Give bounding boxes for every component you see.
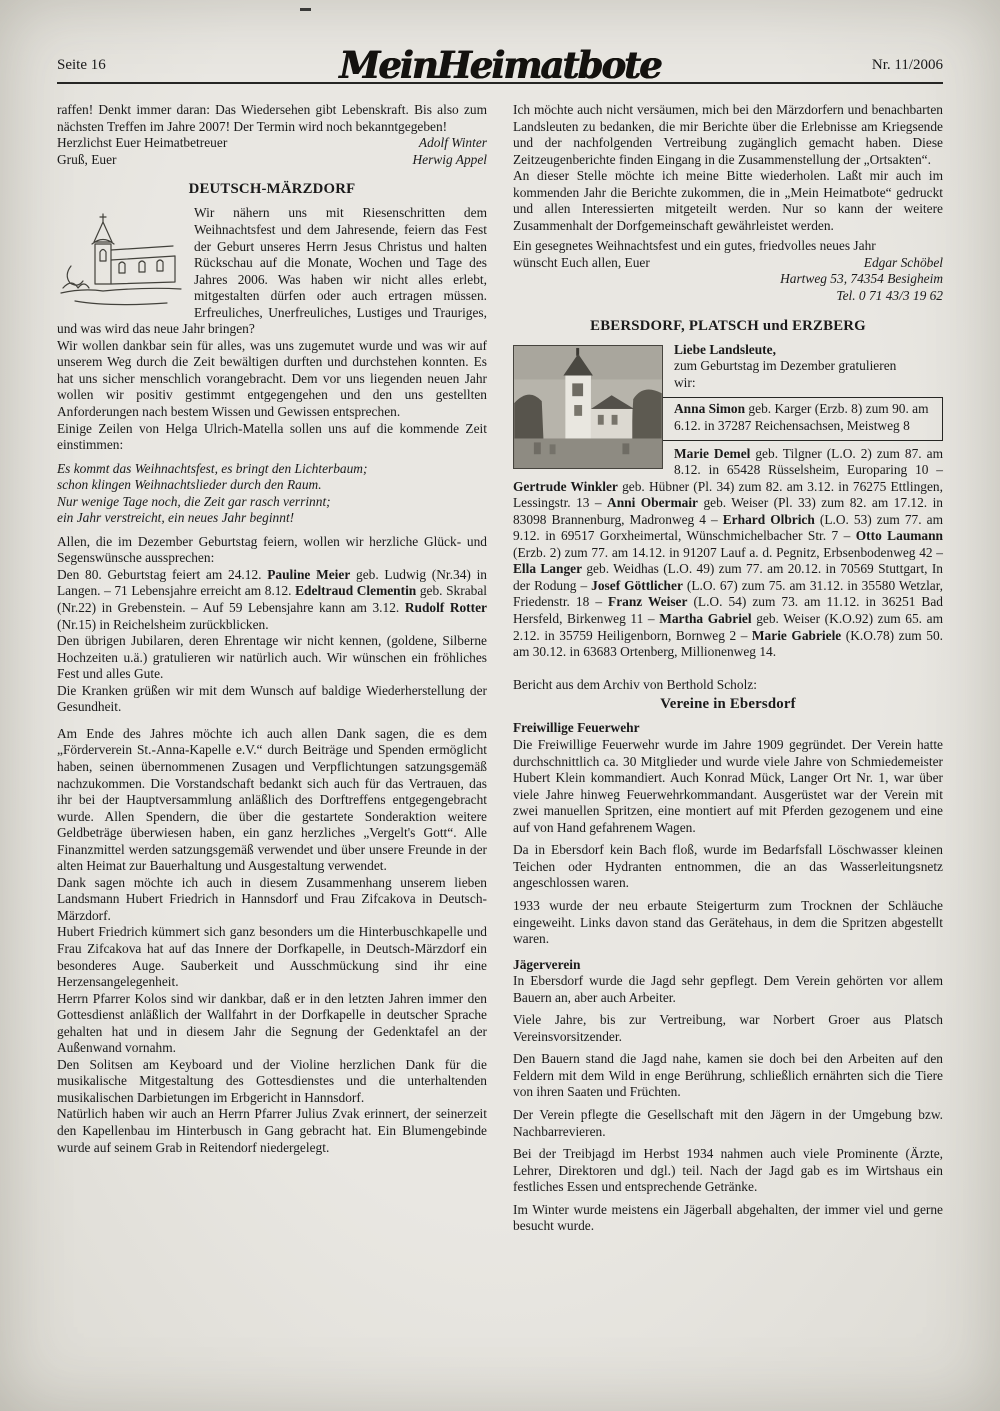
page-number: Seite 16 [57, 57, 106, 74]
paragraph: Den Solitsen am Keyboard und der Violine herzlichen Dank für die musikalische Mitgestaltung des Gottesdienstes und die unterhaltenden musikalischen Darbietungen im Erbgericht in Hannsdorf. [57, 1056, 487, 1105]
paragraph: Viele Jahre, bis zur Vertreibung, war Norbert Groer aus Platsch Vereinsvorsitzender. [513, 1012, 943, 1044]
signature-row [57, 135, 487, 152]
signature-name: Adolf Winter [418, 135, 487, 151]
paragraph: Die Kranken grüßen wir mit dem Wunsch auf baldige Wiederherstellung der Gesundheit. [57, 682, 487, 715]
paragraph: Am Ende des Jahres möchte ich auch allen Dank sagen, die es dem „Förderverein St.-Anna-Kapelle e.V.“ durch Beiträge und Spenden ermöglicht haben, seinen übernommenen Zusagen und Verpflichtungen satzungsgemäß nachzukommen. Die Vorstandschaft bedankt sich auch für das Vertrauen, das ihr bei der Hauptversammlung anläßlich des Dorftreffens entgegengebracht wurde. Allen Spendern, die über die gestartete Sonderaktion weitere Geldbeträge überwiesen haben, ein ganz herzliches „Vergelt's Gott“. Alle Finanzmittel werden satzungsgemäß verwendet und über unsere Freunde in der alten Heimat zur Bauerhaltung und Ausgestaltung verwendet. [57, 725, 487, 874]
paragraph: Herrn Pfarrer Kolos sind wir dankbar, daß er in den letzten Jahren immer den Gottesdienst anläßlich der Wallfahrt in der Dorfkapelle in deutscher Sprache gehalten hat und in diesem Jahr die Segnung der Gedenktafel an der Außenwand vornahm. [57, 990, 487, 1056]
archive-source-line: Bericht aus dem Archiv von Berthold Scholz: [513, 676, 757, 692]
paragraph: Den übrigen Jubilaren, deren Ehrentage wir nicht kennen, (goldene, Silberne Hochzeiten u.ä.) gratulieren wir natürlich auch. Wir wünschen ein fröhliches Fest und alles Gute. [57, 633, 487, 682]
poem-line: schon klingen Weihnachtslieder durch den Raum. [57, 477, 322, 493]
signature-salutation: wünscht Euch allen, Euer [513, 254, 650, 270]
paragraph: Wir nähern uns mit Riesenschritten dem Weihnachtsfest und dem Jahresende, feiern das Fest der Geburt unseres Herrn Jesus Christus und halten Rückschau auf die Monate, Wochen und Tage des Jahres 2006. Was haben wir nicht alles erlebt, mitgestalten dürfen oder auch ertragen müssen. Erfreuliches, Unerfreuliches, Lustiges und Trauriges, und was wird das neue Jahr bringen? [57, 205, 487, 337]
signature-name: Herwig Appel [412, 151, 487, 167]
signature-salutation: Gruß, Euer [57, 151, 117, 167]
subsection-heading-feuerwehr: Freiwillige Feuerwehr [513, 720, 640, 736]
signature-address: Hartweg 53, 74354 Besigheim [780, 271, 943, 287]
birthday-highlight-box: Anna Simon geb. Karger (Erzb. 8) zum 90. am 6.12. in 37287 Reichensachsen, Meistweg 8 [513, 397, 943, 440]
church-photo-image [513, 345, 663, 469]
section-heading-deutsch-maerzdorf: DEUTSCH-MÄRZDORF [188, 181, 356, 198]
right-column [513, 102, 943, 1235]
greeting-line: wir: [674, 374, 696, 390]
paragraph: Die Freiwillige Feuerwehr wurde im Jahre 1909 gegründet. Der Verein hatte durchschnittlich ca. 30 Mitglieder und wurde viele Jahre von Schmiedemeister Hubert Klein kommandiert. Auch Konrad Mück, Langer Ort Nr. 1, war über viele Jahre hinweg Feuerwehrkommandant. Ausgerüstet war der Verein mit zwei manuellen Spritzen, eine montiert auf mit Pferden gezogenem und eine auf von Hand gefahrenem Wagen. [513, 737, 943, 835]
paragraph: Wir wollen dankbar sein für alles, was uns zugemutet wurde und was wir auf unserem Weg durch die Zeit bewältigen durften und durchstehen konnten. Es hat uns sicher menschlich vorangebracht. Dem vor uns liegenden neuen Jahr wollen wir positiv gestimmt entgegengehen und den uns gestellten Anforderungen nach bestem Wissen und Gewissen entsprechen. [57, 337, 487, 420]
page-header [57, 34, 943, 88]
poem-line: ein Jahr verstreicht, ein neues Jahr beginnt! [57, 510, 295, 526]
paragraph: Dank sagen möchte ich auch in diesem Zusammenhang unserem lieben Landsmann Hubert Friedrich in Hannsdorf und Frau Zifcakova in Deutsch-Märzdorf. [57, 874, 487, 923]
paragraph: Hubert Friedrich kümmert sich ganz besonders um die Hinterbuschkapelle und Frau Zifcakova hat auf das Innere der Dorfkapelle, in Deutsch-Märzdorf ein besonderes Auge. Sauberkeit und Ausschmückung sind ihr eine Herzensangelegenheit. [57, 924, 487, 990]
poem-line: Es kommt das Weihnachtsfest, es bringt den Lichterbaum; [57, 460, 368, 476]
signature-phone: Tel. 0 71 43/3 19 62 [836, 288, 943, 304]
paragraph: Im Winter wurde meistens ein Jägerball abgehalten, der immer viel und gerne besucht wurde. [513, 1201, 943, 1234]
paragraph: Ein gesegnetes Weihnachtsfest und ein gutes, friedvolles neues Jahr [513, 238, 876, 254]
masthead-logo: MeinHeimatbote [339, 43, 661, 88]
greeting-line: Liebe Landsleute, [674, 341, 776, 357]
paragraph: Einige Zeilen von Helga Ulrich-Matella sollen uns auf die kommende Zeit einstimmen: [57, 420, 487, 453]
issue-number: Nr. 11/2006 [871, 57, 943, 74]
paragraph: Allen, die im Dezember Geburtstag feiern, wollen wir herzliche Glück- und Segenswünsche aussprechen: [57, 533, 487, 566]
church-sketch-image [57, 208, 185, 310]
left-column [57, 102, 487, 1235]
paragraph-continuation: raffen! Denkt immer daran: Das Wiedersehen gibt Lebenskraft. Bis also zum nächsten Treffen im Jahre 2007! Der Termin wird noch bekanntgegeben! [57, 102, 487, 134]
scan-fold-mark [300, 8, 311, 11]
signature-row [513, 255, 943, 272]
section-heading-ebersdorf: EBERSDORF, PLATSCH und ERZBERG [590, 317, 866, 334]
paragraph: Den Bauern stand die Jagd nahe, kamen sie doch bei den Arbeiten auf den Feldern mit dem Wild in enge Berührung, schließlich ernährten sich die Tiere von ihren Saaten und Früchten. [513, 1051, 943, 1100]
poem-line: Nur wenige Tage noch, die Zeit gar rasch verrinnt; [57, 493, 331, 509]
subsection-heading-jaegerverein: Jägerverein [513, 956, 581, 972]
paragraph: 1933 wurde der neu erbaute Steigerturm zum Trocknen der Schläuche eingeweiht. Links davon stand das Gerätehaus, in dem die Spritzen abgestellt waren. [513, 897, 943, 947]
paragraph: Ich möchte auch nicht versäumen, mich bei den Märzdorfern und benachbarten Landsleuten zu bedanken, die mir Berichte über die Erlebnisse am Kriegsende und der nachfolgenden Vertreibung zugänglich gemacht haben. Diese Zeitzeugenberichte finden Eingang in die Zusammenstellung der „Ortsakten“. [513, 102, 943, 167]
paragraph: Bei der Treibjagd im Herbst 1934 nahmen auch viele Prominente (Ärzte, Lehrer, Direktoren und dgl.) teil. Nach der Jagd gab es im Wirtshaus ein festliches Essen und entsprechende Getränke. [513, 1146, 943, 1195]
birthday-list-paragraph: Den 80. Geburtstag feiert am 24.12. Pauline Meier geb. Ludwig (Nr.34) in Langen. – 71 Lebensjahre erreicht am 8.12. Edeltraud Clementin geb. Skrabal (Nr.22) in Grebenstein. – Auf 59 Lebensjahre kann am 3.12. Rudolf Rotter (Nr.15) in Reichelsheim zurückblicken. [57, 566, 487, 632]
signature-row [57, 152, 487, 169]
section-heading-vereine: Vereine in Ebersdorf [660, 696, 796, 713]
birthday-list-paragraph: Marie Demel geb. Tilgner (L.O. 2) zum 87. am 8.12. in 65428 Rüsselsheim, Europaring 10 – Gertrude Winkler geb. Hübner (Pl. 34) zum 82. am 3.12. in 76275 Ettlingen, Lessingstr. 13 – Anni Obermair geb. Weiser (Pl. 33) zum 82. am 17.12. in 83098 Brannenburg, Madronweg 4 – Erhard Olbrich (L.O. 53) zum 77. am 9.12. in 69517 Gorxheimertal, Wünschmichelbacher Str. 7 – Otto Laumann (Erzb. 2) zum 77. am 14.12. in 91207 Lauf a. d. Pegnitz, Erbsenbodenweg 42 – Ella Langer geb. Weidhas (L.O. 49) zum 77. am 20.12. in 70569 Stuttgart, In der Rodung – Josef Göttlicher (L.O. 67) zum 75. am 31.12. in 35580 Wetzlar, Friedenstr. 18 – Franz Weiser (L.O. 54) zum 73. am 11.12. in 36251 Bad Hersfeld, Birkenweg 11 – Martha Gabriel geb. Weiser (K.O.92) zum 65. am 2.12. in 35759 Heiligenborn, Bornweg 2 – Marie Gabriele (K.O.78) zum 50. am 30.12. in 63683 Ortenberg, Millionenweg 14. [513, 445, 944, 660]
signature-salutation: Herzlichst Euer Heimatbetreuer [57, 135, 228, 151]
paragraph: Da in Ebersdorf kein Bach floß, wurde im Bedarfsfall Löschwasser kleinen Teichen oder Hydranten entnommen, die an das Wasserleitungsnetz angeschlossen waren. [513, 842, 943, 891]
poem-block [57, 461, 487, 527]
paragraph: In Ebersdorf wurde die Jagd sehr gepflegt. Dem Verein gehörten vor allem Bauern an, aber auch Arbeiter. [513, 973, 943, 1005]
paragraph: Natürlich haben wir auch an Herrn Pfarrer Julius Zvak erinnert, der seinerzeit den Kapellenbau im Hinterbusch in Gang gebracht hat. Ein Blumengebinde wurde auf seinem Grab in Reitendorf niedergelegt. [57, 1106, 487, 1155]
signature-name: Edgar Schöbel [863, 254, 943, 270]
paragraph: Der Verein pflegte die Gesellschaft mit den Jägern in der Umgebung bzw. Nachbarrevieren. [513, 1106, 943, 1139]
article-columns [57, 102, 943, 1235]
greeting-line: zum Geburtstag im Dezember gratulieren [674, 358, 897, 374]
paragraph: An dieser Stelle möchte ich meine Bitte wiederholen. Laßt mir auch im kommenden Jahr die Berichte zukommen, die in „Mein Heimatbote“ gedruckt und allen Interessierten mitgeteilt werden. Nur so kann der weitere Zusammenhalt der Dorfgemeinschaft gewährleistet werden. [513, 168, 943, 233]
